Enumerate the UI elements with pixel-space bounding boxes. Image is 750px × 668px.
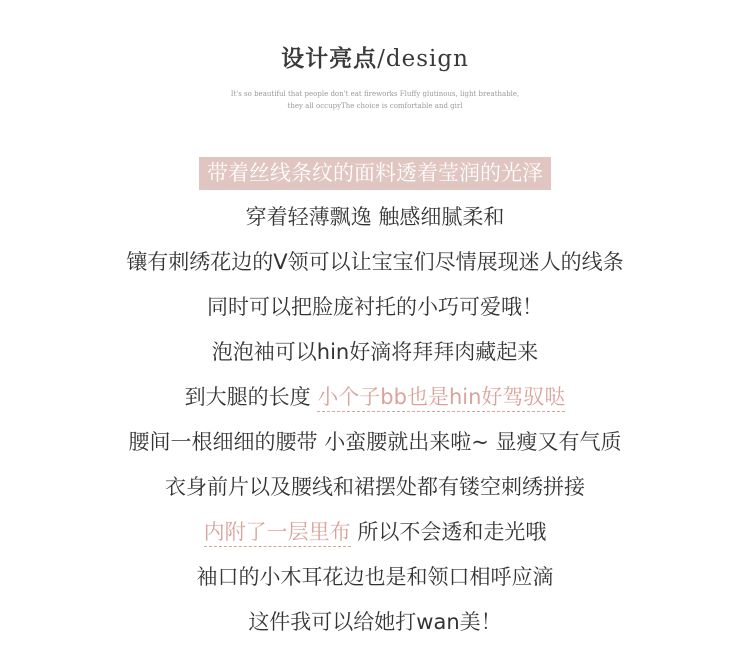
description-line-7: 腰间一根细细的腰带 小蛮腰就出来啦~ 显瘦又有气质 xyxy=(128,430,622,454)
section-title xyxy=(0,42,750,76)
description-line-3: 镶有刺绣花边的V领可以让宝宝们尽情展现迷人的线条 xyxy=(126,250,624,274)
pink-underlined-text: 内附了一层里布 xyxy=(204,520,351,547)
description-line-10: 袖口的小木耳花边也是和领口相呼应滴 xyxy=(196,565,554,589)
pink-underlined-text: 小个子bb也是hin好驾驭哒 xyxy=(317,385,565,412)
description-line-4: 同时可以把脸庞衬托的小巧可爱哦！ xyxy=(207,295,543,319)
title-separator: / xyxy=(377,46,386,72)
description-line-2: 穿着轻薄飘逸 触感细腻柔和 xyxy=(245,205,505,229)
description-line-8: 衣身前片以及腰线和裙摆处都有镂空刺绣拼接 xyxy=(165,475,585,499)
description-line-5: 泡泡袖可以hin好滴将拜拜肉藏起来 xyxy=(211,340,539,364)
description-body xyxy=(0,150,750,645)
description-line-6 xyxy=(0,375,750,420)
line-6-text: 到大腿的长度 xyxy=(184,385,318,409)
description-line-1 xyxy=(0,150,750,195)
title-english: design xyxy=(385,46,469,72)
title-chinese: 设计亮点 xyxy=(281,46,378,72)
line-9-text: 所以不会透和走光哦 xyxy=(350,520,547,544)
description-line-9 xyxy=(0,510,750,555)
subtitle-line-2: they all occupyThe choice is comfortable and girl xyxy=(287,102,463,110)
section-subtitle xyxy=(0,88,750,112)
description-line-11: 这件我可以给她打wan美！ xyxy=(248,610,502,634)
section-header xyxy=(0,42,750,112)
highlighted-lead-text: 带着丝线条纹的面料透着莹润的光泽 xyxy=(199,157,551,190)
subtitle-line-1: It's so beautiful that people don't eat fireworks Fluffy glutinous, light breathable, xyxy=(230,90,520,98)
